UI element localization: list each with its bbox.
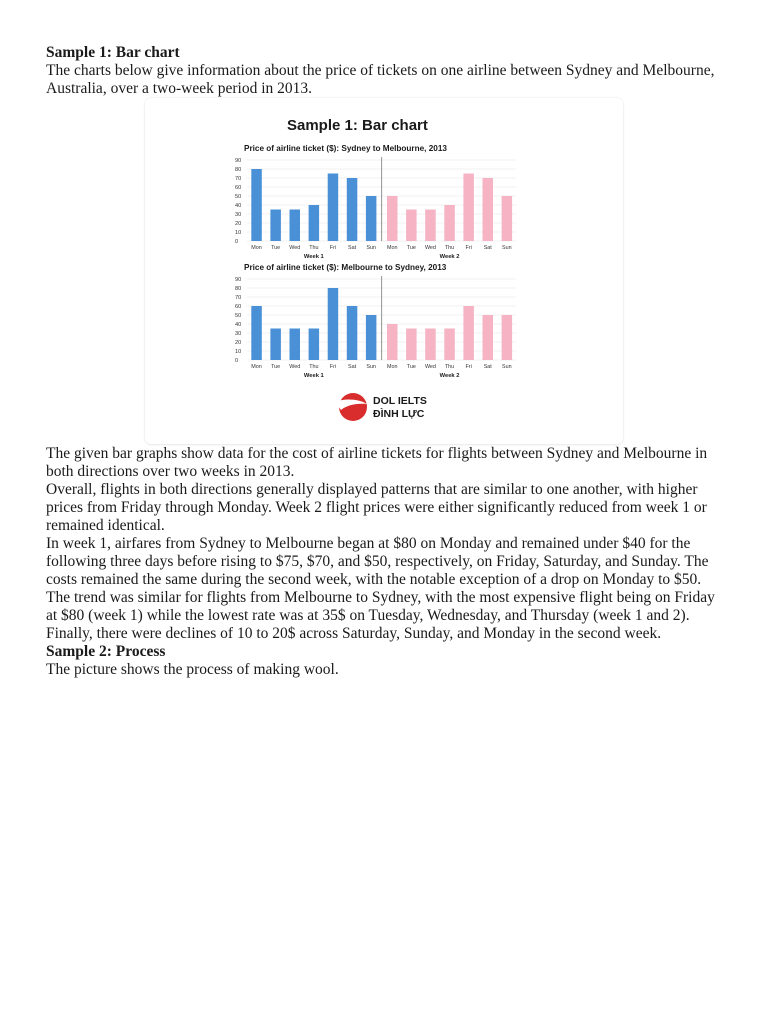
x-tick-label: Wed xyxy=(424,245,436,251)
bar-week2-wed xyxy=(425,210,436,242)
x-tick-label: Thu xyxy=(444,364,455,370)
bar-week1-mon xyxy=(251,306,261,360)
y-tick-label: 90 xyxy=(235,277,242,283)
chart-sydney-to-melbourne xyxy=(235,144,516,260)
x-tick-label: Sun xyxy=(366,245,376,251)
y-tick-label: 10 xyxy=(235,349,242,355)
y-tick-label: 20 xyxy=(235,221,242,227)
x-tick-label: Wed xyxy=(289,245,301,251)
y-tick-label: 50 xyxy=(235,194,242,200)
bar-week1-thu xyxy=(309,329,320,361)
y-tick-label: 30 xyxy=(235,212,242,218)
y-tick-label: 0 xyxy=(235,239,239,245)
bar-week1-tue xyxy=(270,329,281,361)
x-tick-label: Sat xyxy=(483,364,492,370)
x-tick-label: Thu xyxy=(444,245,455,251)
essay-block xyxy=(46,445,726,679)
y-tick-label: 20 xyxy=(235,340,242,346)
bar-week2-mon xyxy=(387,324,398,360)
x-tick-label: Wed xyxy=(289,364,301,370)
y-tick-label: 70 xyxy=(235,176,242,182)
y-tick-label: 60 xyxy=(235,185,242,191)
dol-logo-icon xyxy=(335,393,367,421)
paragraph-3: In week 1, airfares from Sydney to Melbourne began at $80 on Monday and remained under $40 for the following three days before rising to $75, $70, and $50, respectively, on Friday, Saturday, and Sunday. The costs remained the same during the second week, with the notable exception of a drop on Monday to $50. xyxy=(46,535,709,588)
x-tick-label: Sun xyxy=(366,364,376,370)
x-tick-label: Fri xyxy=(465,364,472,370)
x-tick-label: Mon xyxy=(251,245,262,251)
y-tick-label: 30 xyxy=(235,331,242,337)
bar-week2-mon xyxy=(387,196,398,241)
bar-week2-fri xyxy=(463,306,474,360)
y-tick-label: 80 xyxy=(235,286,242,292)
bar-week1-sun xyxy=(366,315,377,360)
x-tick-label: Sun xyxy=(502,245,512,251)
x-tick-label: Tue xyxy=(271,364,281,370)
x-tick-label: Tue xyxy=(406,245,416,251)
chart-melbourne-to-sydney xyxy=(235,263,516,379)
bar-week1-sun xyxy=(366,196,377,241)
logo-line2: ĐÌNH LỰC xyxy=(373,408,425,420)
x-tick-label: Fri xyxy=(329,245,337,251)
bar-week2-thu xyxy=(444,205,455,241)
bar-week2-sun xyxy=(502,315,512,360)
y-tick-label: 40 xyxy=(235,203,242,209)
chart-title: Price of airline ticket ($): Melbourne to Sydney, 2013 xyxy=(244,263,447,272)
x-tick-label: Mon xyxy=(251,364,262,370)
x-tick-label: Fri xyxy=(329,364,337,370)
bar-week2-fri xyxy=(463,174,474,242)
paragraph-1: The given bar graphs show data for the cost of airline tickets for flights between Sydney and Melbourne in both directions over two weeks in 2013. xyxy=(46,445,708,480)
bar-week1-mon xyxy=(251,169,261,241)
y-tick-label: 70 xyxy=(235,295,242,301)
bar-week2-thu xyxy=(444,329,455,361)
x-tick-label: Sat xyxy=(483,245,492,251)
bar-week1-wed xyxy=(290,210,301,242)
group-label: Week 2 xyxy=(439,254,460,260)
x-tick-label: Mon xyxy=(387,245,398,251)
bar-week2-tue xyxy=(406,210,417,242)
sample2-heading: Sample 2: Process xyxy=(46,643,166,660)
chart-figure-svg xyxy=(145,98,623,444)
figure-title: Sample 1: Bar chart xyxy=(287,117,428,134)
paragraph-2: Overall, flights in both directions generally displayed patterns that are similar to one another, with higher prices from Friday through Monday. Week 2 flight prices were either significantly reduced from week 1 or remained identical. xyxy=(46,481,707,534)
x-tick-label: Thu xyxy=(309,364,319,370)
x-tick-label: Sat xyxy=(348,245,357,251)
y-tick-label: 50 xyxy=(235,313,242,319)
bar-week1-sat xyxy=(347,306,358,360)
bar-week1-wed xyxy=(290,329,301,361)
dol-logo xyxy=(335,393,427,421)
bar-week2-sun xyxy=(502,196,512,241)
chart-title: Price of airline ticket ($): Sydney to Melbourne, 2013 xyxy=(244,144,447,153)
bar-week1-tue xyxy=(270,210,281,242)
x-tick-label: Mon xyxy=(387,364,398,370)
logo-line1: DOL IELTS xyxy=(373,395,427,407)
x-tick-label: Sun xyxy=(502,364,512,370)
x-tick-label: Sat xyxy=(348,364,357,370)
paragraph-4: The trend was similar for flights from Melbourne to Sydney, with the most expensive flight being on Friday at $80 (week 1) while the lowest rate was at 35$ on Tuesday, Wednesday, and Thursday (week 1 and 2). Finally, there were declines of 10 to 20$ across Saturday, Sunday, and Monday in the second week. xyxy=(46,589,715,642)
group-label: Week 2 xyxy=(439,373,460,379)
sample2-intro: The picture shows the process of making wool. xyxy=(46,661,339,678)
sample1-intro: The charts below give information about the price of tickets on one airline between Sydney and Melbourne, Australia, over a two-week period in 2013. xyxy=(46,62,715,97)
bar-week1-fri xyxy=(328,288,339,360)
sample1-heading: Sample 1: Bar chart xyxy=(46,44,180,61)
bar-week1-sat xyxy=(347,178,358,241)
x-tick-label: Tue xyxy=(271,245,281,251)
x-tick-label: Fri xyxy=(465,245,472,251)
x-tick-label: Wed xyxy=(424,364,436,370)
bar-week1-thu xyxy=(309,205,320,241)
x-tick-label: Thu xyxy=(309,245,319,251)
bar-week2-wed xyxy=(425,329,436,361)
bar-week2-sat xyxy=(483,315,494,360)
y-tick-label: 80 xyxy=(235,167,242,173)
group-label: Week 1 xyxy=(303,373,324,379)
bar-week1-fri xyxy=(328,174,339,242)
bar-week2-tue xyxy=(406,329,417,361)
y-tick-label: 90 xyxy=(235,158,242,164)
y-tick-label: 0 xyxy=(235,358,239,364)
y-tick-label: 60 xyxy=(235,304,242,310)
bar-week2-sat xyxy=(483,178,494,241)
y-tick-label: 10 xyxy=(235,230,242,236)
sample1-intro-block xyxy=(46,44,726,98)
group-label: Week 1 xyxy=(303,254,324,260)
x-tick-label: Tue xyxy=(406,364,416,370)
y-tick-label: 40 xyxy=(235,322,242,328)
chart-figure xyxy=(145,98,623,444)
